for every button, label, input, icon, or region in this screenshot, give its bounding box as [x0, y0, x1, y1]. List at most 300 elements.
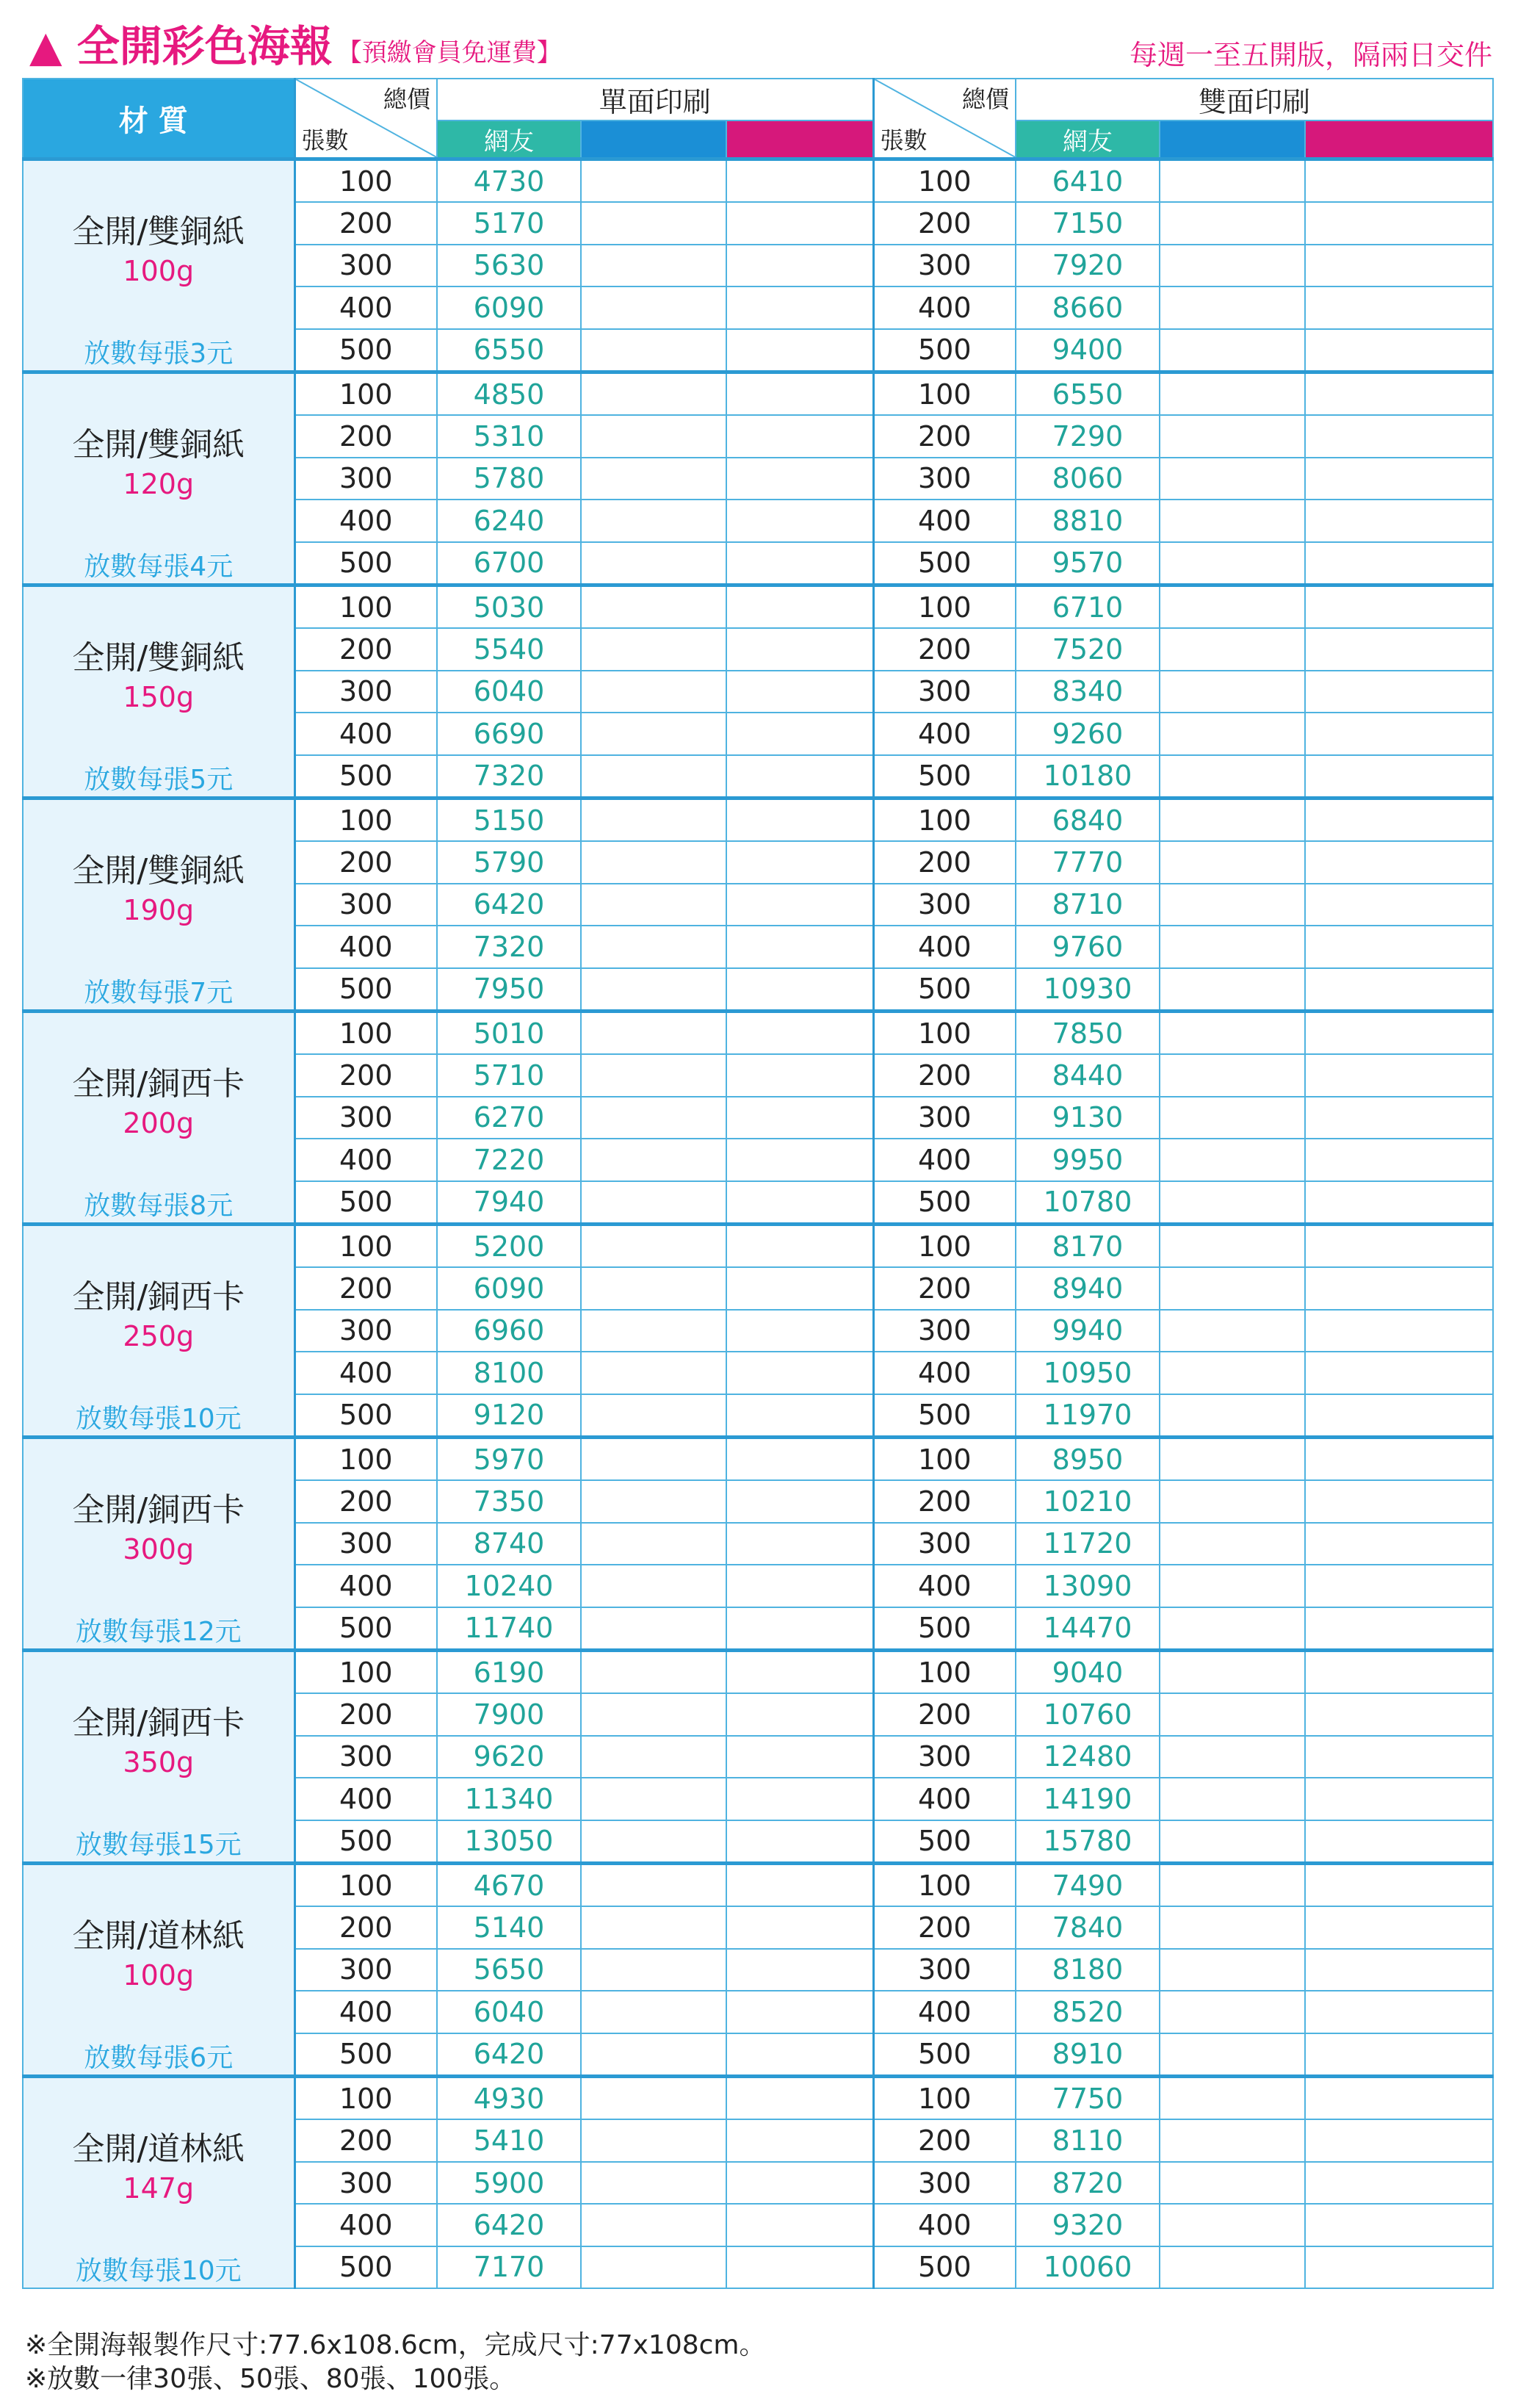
double-quantity-cell: 300 — [873, 2162, 1016, 2204]
single-quantity-cell: 500 — [294, 542, 437, 585]
single-blue-header — [581, 120, 726, 159]
double-quantity-cell: 500 — [873, 542, 1016, 585]
single-blank-cell — [581, 1394, 726, 1438]
single-netfriend-price-cell: 7220 — [437, 1139, 581, 1180]
single-netfriend-price-cell: 7350 — [437, 1480, 581, 1522]
single-blank-cell — [581, 245, 726, 286]
double-blank-cell — [1305, 1225, 1493, 1268]
double-netfriend-price-cell: 14190 — [1016, 1778, 1160, 1820]
single-blank-cell — [726, 542, 873, 585]
single-blank-cell — [581, 542, 726, 585]
double-quantity-cell: 200 — [873, 202, 1016, 244]
double-quantity-cell: 200 — [873, 1480, 1016, 1522]
single-blank-cell — [726, 2204, 873, 2246]
double-blank-cell — [1305, 1991, 1493, 2033]
double-netfriend-price-cell: 6710 — [1016, 585, 1160, 629]
table-row — [23, 2077, 1493, 2120]
single-blank-cell — [581, 1864, 726, 1907]
material-addon-price: 放數每張8元 — [84, 1191, 234, 1221]
double-netfriend-price-cell: 10780 — [1016, 1181, 1160, 1225]
single-blank-cell — [726, 458, 873, 500]
single-blank-cell — [726, 671, 873, 713]
double-blank-cell — [1305, 415, 1493, 457]
double-netfriend-price-cell: 8180 — [1016, 1949, 1160, 1991]
material-addon-price: 放數每張15元 — [75, 1830, 242, 1860]
single-netfriend-price-cell: 7170 — [437, 2246, 581, 2288]
single-netfriend-price-cell: 6040 — [437, 1991, 581, 2033]
single-quantity-cell: 100 — [294, 2077, 437, 2120]
single-blank-cell — [581, 1054, 726, 1096]
single-netfriend-price-cell: 11340 — [437, 1778, 581, 1820]
single-blank-cell — [726, 585, 873, 629]
material-addon-price: 放數每張4元 — [84, 552, 234, 582]
double-netfriend-price-cell: 8340 — [1016, 671, 1160, 713]
single-blank-cell — [726, 799, 873, 842]
double-netfriend-price-cell: 7150 — [1016, 202, 1160, 244]
table-row — [23, 1438, 1493, 1481]
material-weight: 120g — [123, 468, 195, 500]
single-blank-cell — [581, 1991, 726, 2033]
page-header — [22, 10, 1492, 76]
double-quantity-cell: 300 — [873, 671, 1016, 713]
single-netfriend-price-cell: 5030 — [437, 585, 581, 629]
single-blank-cell — [581, 2033, 726, 2077]
double-blank-cell — [1160, 2033, 1305, 2077]
double-blank-cell — [1160, 1736, 1305, 1778]
double-netfriend-price-cell: 13090 — [1016, 1565, 1160, 1607]
footer-note-extra: ※放數一律30張、50張、80張、100張。 — [25, 2364, 516, 2394]
double-netfriend-price-cell: 10760 — [1016, 1693, 1160, 1735]
double-blank-cell — [1160, 1778, 1305, 1820]
single-blank-cell — [581, 500, 726, 541]
double-blank-cell — [1305, 2246, 1493, 2288]
material-header: 材質 — [23, 79, 294, 159]
double-netfriend-price-cell: 9950 — [1016, 1139, 1160, 1180]
single-quantity-cell: 100 — [294, 1651, 437, 1694]
double-netfriend-price-cell: 9260 — [1016, 713, 1160, 754]
material-addon-price: 放數每張12元 — [75, 1617, 242, 1647]
double-blank-cell — [1160, 1906, 1305, 1948]
double-blank-cell — [1305, 458, 1493, 500]
double-netfriend-price-cell: 8520 — [1016, 1991, 1160, 2033]
single-quantity-cell: 500 — [294, 1181, 437, 1225]
single-netfriend-price-cell: 5900 — [437, 2162, 581, 2204]
double-blank-cell — [1305, 1906, 1493, 1948]
double-netfriend-price-cell: 7770 — [1016, 841, 1160, 883]
header-row-1 — [23, 79, 1493, 120]
single-blank-cell — [581, 1267, 726, 1309]
single-netfriend-price-cell: 9620 — [437, 1736, 581, 1778]
double-quantity-cell: 100 — [873, 1651, 1016, 1694]
single-netfriend-price-cell: 6420 — [437, 2033, 581, 2077]
table-row — [23, 372, 1493, 416]
single-quantity-cell: 400 — [294, 286, 437, 328]
double-blank-cell — [1305, 968, 1493, 1012]
double-blank-cell — [1305, 372, 1493, 416]
double-blank-cell — [1305, 671, 1493, 713]
single-blank-cell — [581, 1012, 726, 1055]
double-netfriend-price-cell: 7520 — [1016, 628, 1160, 670]
single-quantity-cell: 200 — [294, 1267, 437, 1309]
material-cell — [23, 372, 294, 585]
schedule-note: 每週一至五開版，隔兩日交件 — [1129, 39, 1492, 71]
single-quantity-cell: 100 — [294, 372, 437, 416]
single-blank-cell — [726, 1991, 873, 2033]
material-addon-price: 放數每張6元 — [84, 2043, 234, 2073]
double-quantity-cell: 100 — [873, 1438, 1016, 1481]
single-blank-cell — [726, 1607, 873, 1651]
double-blank-cell — [1160, 585, 1305, 629]
single-netfriend-price-cell: 4930 — [437, 2077, 581, 2120]
single-quantity-cell: 400 — [294, 713, 437, 754]
double-netfriend-price-cell: 8940 — [1016, 1267, 1160, 1309]
double-quantity-cell: 300 — [873, 1523, 1016, 1565]
material-name: 全開/道林紙 — [72, 2130, 245, 2168]
double-quantity-cell: 400 — [873, 1352, 1016, 1394]
double-netfriend-price-cell: 9400 — [1016, 329, 1160, 372]
single-netfriend-price-cell: 8740 — [437, 1523, 581, 1565]
single-blank-cell — [726, 1225, 873, 1268]
double-blank-cell — [1160, 2119, 1305, 2161]
single-netfriend-price-cell: 11740 — [437, 1607, 581, 1651]
single-blank-cell — [581, 585, 726, 629]
single-blank-cell — [726, 1054, 873, 1096]
double-quantity-cell: 100 — [873, 159, 1016, 203]
double-blank-cell — [1305, 884, 1493, 926]
double-netfriend-price-cell: 7290 — [1016, 415, 1160, 457]
double-blank-cell — [1305, 2162, 1493, 2204]
single-netfriend-price-cell: 6700 — [437, 542, 581, 585]
single-blank-cell — [726, 329, 873, 372]
double-quantity-cell: 200 — [873, 1906, 1016, 1948]
single-diag-header — [294, 79, 437, 159]
single-blank-cell — [581, 458, 726, 500]
single-netfriend-price-cell: 5150 — [437, 799, 581, 842]
single-blank-cell — [581, 2204, 726, 2246]
single-quantity-cell: 500 — [294, 1394, 437, 1438]
double-blank-cell — [1160, 1181, 1305, 1225]
double-blank-cell — [1305, 1864, 1493, 1907]
single-blank-cell — [581, 884, 726, 926]
double-quantity-cell: 300 — [873, 1736, 1016, 1778]
price-table — [22, 78, 1494, 2289]
double-blank-cell — [1160, 1310, 1305, 1352]
single-quantity-cell: 200 — [294, 415, 437, 457]
single-blank-cell — [726, 286, 873, 328]
double-blank-cell — [1305, 202, 1493, 244]
single-blank-cell — [726, 1651, 873, 1694]
double-netfriend-price-cell: 8910 — [1016, 2033, 1160, 2077]
single-netfriend-price-cell: 5780 — [437, 458, 581, 500]
single-netfriend-price-cell: 7900 — [437, 1693, 581, 1735]
single-blank-cell — [581, 1949, 726, 1991]
single-quantity-cell: 400 — [294, 1991, 437, 2033]
double-blank-cell — [1160, 2204, 1305, 2246]
double-quantity-cell: 400 — [873, 1778, 1016, 1820]
single-netfriend-price-cell: 6550 — [437, 329, 581, 372]
double-netfriend-price-cell: 7750 — [1016, 2077, 1160, 2120]
single-blank-cell — [581, 202, 726, 244]
double-netfriend-price-cell: 7490 — [1016, 1864, 1160, 1907]
double-blank-cell — [1305, 1607, 1493, 1651]
single-blank-cell — [726, 245, 873, 286]
single-netfriend-price-cell: 6690 — [437, 713, 581, 754]
double-blank-cell — [1305, 500, 1493, 541]
double-blank-cell — [1160, 799, 1305, 842]
single-quantity-cell: 300 — [294, 671, 437, 713]
single-blank-cell — [581, 1778, 726, 1820]
single-blank-cell — [581, 841, 726, 883]
double-netfriend-price-cell: 8060 — [1016, 458, 1160, 500]
single-blank-cell — [726, 1906, 873, 1948]
double-blank-cell — [1160, 329, 1305, 372]
single-quantity-cell: 400 — [294, 926, 437, 967]
table-row — [23, 1864, 1493, 1907]
single-quantity-cell: 300 — [294, 1949, 437, 1991]
single-quantity-cell: 300 — [294, 458, 437, 500]
double-netfriend-price-cell: 6410 — [1016, 159, 1160, 203]
single-blank-cell — [581, 1310, 726, 1352]
single-blank-cell — [726, 1139, 873, 1180]
double-netfriend-price-cell: 11970 — [1016, 1394, 1160, 1438]
single-blank-cell — [726, 755, 873, 799]
single-blank-cell — [726, 628, 873, 670]
single-quantity-cell: 100 — [294, 159, 437, 203]
single-netfriend-price-cell: 5410 — [437, 2119, 581, 2161]
double-blank-cell — [1305, 926, 1493, 967]
single-netfriend-price-cell: 9120 — [437, 1394, 581, 1438]
single-blank-cell — [581, 286, 726, 328]
single-quantity-cell: 300 — [294, 245, 437, 286]
double-quantity-cell: 100 — [873, 1225, 1016, 1268]
double-blank-cell — [1305, 159, 1493, 203]
single-blank-cell — [581, 1607, 726, 1651]
single-quantity-cell: 300 — [294, 1736, 437, 1778]
single-netfriend-price-cell: 4850 — [437, 372, 581, 416]
double-blank-cell — [1305, 1139, 1493, 1180]
double-netfriend-price-cell: 14470 — [1016, 1607, 1160, 1651]
double-blank-cell — [1305, 2077, 1493, 2120]
title-text: ▲ 全開彩色海報 — [29, 21, 333, 71]
material-weight: 190g — [123, 894, 195, 926]
single-blank-cell — [581, 1139, 726, 1180]
double-quantity-cell: 200 — [873, 1267, 1016, 1309]
single-netfriend-price-cell: 5170 — [437, 202, 581, 244]
double-netfriend-price-cell: 15780 — [1016, 1820, 1160, 1864]
double-netfriend-header: 網友 — [1016, 120, 1160, 159]
single-netfriend-price-cell: 8100 — [437, 1352, 581, 1394]
double-quantity-cell: 300 — [873, 458, 1016, 500]
single-blank-cell — [581, 1736, 726, 1778]
double-blank-cell — [1160, 2162, 1305, 2204]
single-netfriend-price-cell: 5630 — [437, 245, 581, 286]
single-blank-cell — [726, 1352, 873, 1394]
double-quantity-cell: 100 — [873, 1012, 1016, 1055]
single-quantity-cell: 400 — [294, 1139, 437, 1180]
double-netfriend-price-cell: 9570 — [1016, 542, 1160, 585]
double-blank-cell — [1305, 329, 1493, 372]
material-name: 全開/雙銅紙 — [72, 213, 245, 250]
single-quantity-cell: 300 — [294, 884, 437, 926]
double-blank-cell — [1160, 755, 1305, 799]
double-pink-header — [1305, 120, 1493, 159]
double-blank-cell — [1305, 1267, 1493, 1309]
single-netfriend-price-cell: 6240 — [437, 500, 581, 541]
double-netfriend-price-cell: 8720 — [1016, 2162, 1160, 2204]
double-blank-cell — [1305, 799, 1493, 842]
double-blank-cell — [1160, 372, 1305, 416]
double-blank-cell — [1305, 755, 1493, 799]
double-blank-cell — [1160, 926, 1305, 967]
double-diag-header — [873, 79, 1016, 159]
single-blank-cell — [581, 1480, 726, 1522]
double-netfriend-price-cell: 9040 — [1016, 1651, 1160, 1694]
double-quantity-cell: 200 — [873, 628, 1016, 670]
material-cell — [23, 2077, 294, 2289]
double-blank-cell — [1305, 1820, 1493, 1864]
single-blank-cell — [726, 1864, 873, 1907]
double-quantity-cell: 200 — [873, 841, 1016, 883]
double-quantity-cell: 300 — [873, 1097, 1016, 1139]
single-blank-cell — [726, 1949, 873, 1991]
single-blank-cell — [726, 1693, 873, 1735]
material-addon-price: 放數每張3元 — [84, 339, 234, 369]
double-blank-cell — [1305, 1394, 1493, 1438]
single-blank-cell — [726, 1523, 873, 1565]
material-cell — [23, 799, 294, 1012]
single-netfriend-price-cell: 6420 — [437, 884, 581, 926]
double-blank-cell — [1305, 841, 1493, 883]
single-netfriend-header: 網友 — [437, 120, 581, 159]
double-blank-cell — [1160, 1097, 1305, 1139]
single-blank-cell — [581, 1523, 726, 1565]
double-netfriend-price-cell: 8440 — [1016, 1054, 1160, 1096]
single-quantity-cell: 200 — [294, 1480, 437, 1522]
double-blank-cell — [1160, 1607, 1305, 1651]
single-blank-cell — [726, 1310, 873, 1352]
single-netfriend-price-cell: 4670 — [437, 1864, 581, 1907]
single-blank-cell — [726, 500, 873, 541]
double-blank-cell — [1160, 1949, 1305, 1991]
single-netfriend-price-cell: 6090 — [437, 1267, 581, 1309]
double-netfriend-price-cell: 8660 — [1016, 286, 1160, 328]
double-blank-cell — [1305, 1523, 1493, 1565]
double-blank-cell — [1160, 1267, 1305, 1309]
material-weight: 350g — [123, 1746, 195, 1778]
single-blank-cell — [726, 1480, 873, 1522]
single-blank-cell — [581, 415, 726, 457]
single-blank-cell — [726, 841, 873, 883]
double-blank-cell — [1160, 1864, 1305, 1907]
page-title — [29, 21, 562, 79]
double-blank-cell — [1305, 1310, 1493, 1352]
single-blank-cell — [581, 1438, 726, 1481]
single-blank-cell — [581, 372, 726, 416]
double-sided-header: 雙面印刷 — [1016, 79, 1493, 120]
double-quantity-cell: 400 — [873, 286, 1016, 328]
single-blank-cell — [581, 1565, 726, 1607]
double-blank-cell — [1160, 1352, 1305, 1394]
single-netfriend-price-cell: 6420 — [437, 2204, 581, 2246]
double-blank-cell — [1305, 1054, 1493, 1096]
single-blank-cell — [726, 2162, 873, 2204]
double-blank-cell — [1160, 202, 1305, 244]
single-netfriend-price-cell: 5970 — [437, 1438, 581, 1481]
total-price-label: 總價 — [383, 85, 430, 113]
material-cell — [23, 1225, 294, 1438]
double-netfriend-price-cell: 8110 — [1016, 2119, 1160, 2161]
material-cell — [23, 159, 294, 372]
double-quantity-cell: 500 — [873, 2033, 1016, 2077]
single-quantity-cell: 100 — [294, 1012, 437, 1055]
single-blank-cell — [726, 1438, 873, 1481]
table-row — [23, 799, 1493, 842]
double-netfriend-price-cell: 8710 — [1016, 884, 1160, 926]
double-quantity-cell: 300 — [873, 1310, 1016, 1352]
double-quantity-cell: 400 — [873, 2204, 1016, 2246]
double-blank-cell — [1160, 1820, 1305, 1864]
double-blank-cell — [1305, 1012, 1493, 1055]
single-netfriend-price-cell: 7320 — [437, 926, 581, 967]
footer-notes — [25, 2329, 766, 2396]
double-blank-cell — [1160, 1012, 1305, 1055]
double-quantity-cell: 200 — [873, 1693, 1016, 1735]
table-row — [23, 159, 1493, 203]
single-quantity-cell: 200 — [294, 1693, 437, 1735]
single-netfriend-price-cell: 6190 — [437, 1651, 581, 1694]
single-netfriend-price-cell: 6270 — [437, 1097, 581, 1139]
material-addon-price: 放數每張5元 — [84, 765, 234, 795]
single-blank-cell — [581, 1906, 726, 1948]
double-blank-cell — [1305, 1181, 1493, 1225]
single-blank-cell — [581, 628, 726, 670]
material-weight: 147g — [123, 2172, 195, 2205]
double-blank-cell — [1160, 286, 1305, 328]
double-blank-cell — [1160, 1523, 1305, 1565]
price-table-wrapper — [22, 78, 1494, 2289]
double-blank-cell — [1305, 1949, 1493, 1991]
double-blank-cell — [1160, 159, 1305, 203]
double-netfriend-price-cell: 6840 — [1016, 799, 1160, 842]
single-blank-cell — [726, 2119, 873, 2161]
material-cell — [23, 1438, 294, 1651]
double-quantity-cell: 100 — [873, 372, 1016, 416]
double-netfriend-price-cell: 7840 — [1016, 1906, 1160, 1948]
single-netfriend-price-cell: 6960 — [437, 1310, 581, 1352]
double-quantity-cell: 500 — [873, 1394, 1016, 1438]
double-blank-cell — [1160, 458, 1305, 500]
single-quantity-cell: 200 — [294, 1906, 437, 1948]
double-blank-cell — [1305, 2119, 1493, 2161]
double-netfriend-price-cell: 12480 — [1016, 1736, 1160, 1778]
single-blank-cell — [581, 159, 726, 203]
single-blank-cell — [726, 415, 873, 457]
material-weight: 250g — [123, 1320, 195, 1352]
double-quantity-cell: 500 — [873, 755, 1016, 799]
single-blank-cell — [581, 2246, 726, 2288]
single-blank-cell — [581, 329, 726, 372]
double-quantity-cell: 400 — [873, 1139, 1016, 1180]
single-quantity-cell: 400 — [294, 1778, 437, 1820]
single-netfriend-price-cell: 5710 — [437, 1054, 581, 1096]
single-blank-cell — [581, 926, 726, 967]
single-blank-cell — [726, 1736, 873, 1778]
double-blank-cell — [1160, 415, 1305, 457]
double-quantity-cell: 300 — [873, 1949, 1016, 1991]
single-quantity-cell: 200 — [294, 2119, 437, 2161]
double-blank-cell — [1160, 1225, 1305, 1268]
double-netfriend-price-cell: 10950 — [1016, 1352, 1160, 1394]
